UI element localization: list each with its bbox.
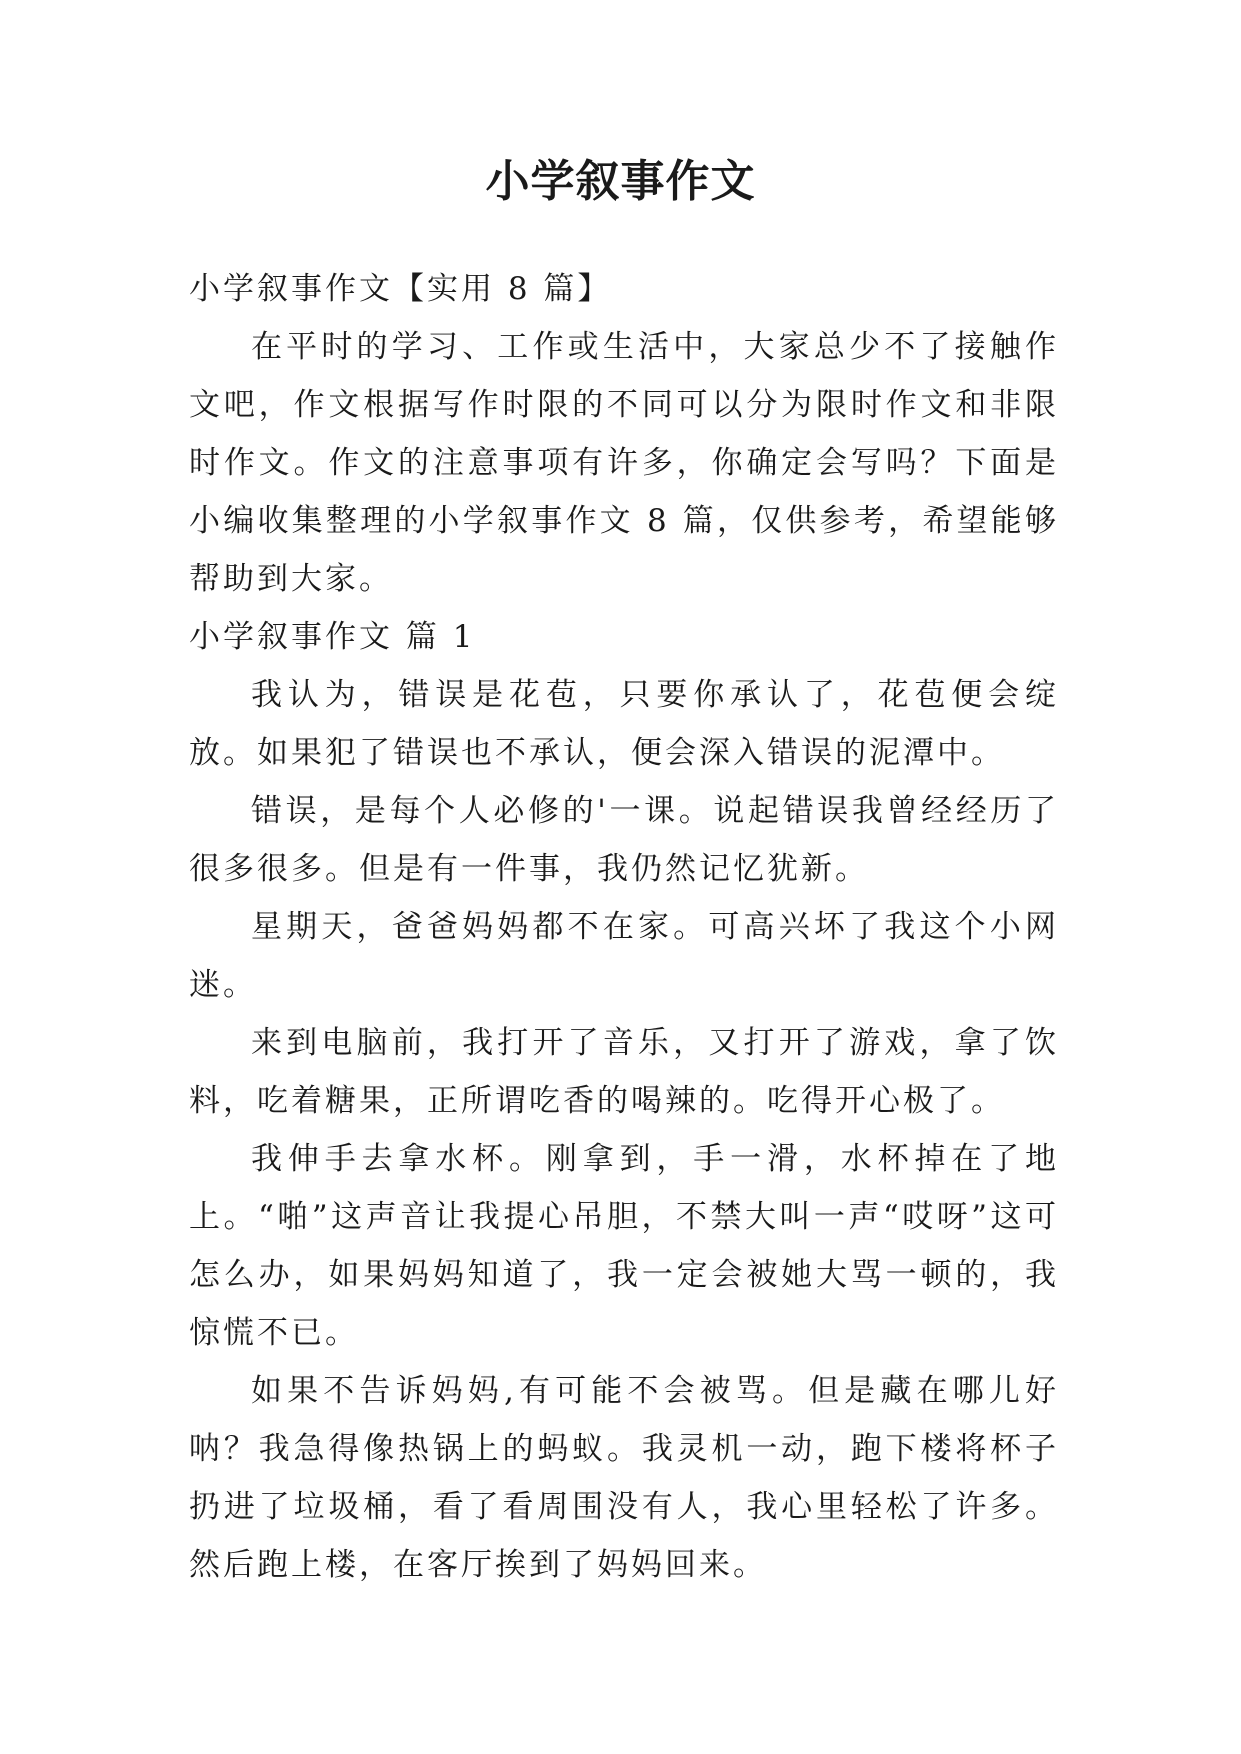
section-heading: 小学叙事作文 篇 1 xyxy=(189,619,476,655)
body-paragraph: 如果不告诉妈妈,有可能不会被骂。但是藏在哪儿好呐？我急得像热锅上的蚂蚁。我灵机一动，跑下楼将杯子扔进了垃圾桶，看了看周围没有人，我心里轻松了许多。然后跑上楼，在客厅挨到了妈妈回来。 xyxy=(189,1373,1059,1583)
document-subtitle: 小学叙事作文【实用 8 篇】 xyxy=(189,271,612,307)
intro-paragraph: 在平时的学习、工作或生活中，大家总少不了接触作文吧，作文根据写作时限的不同可以分为限时作文和非限时作文。作文的注意事项有许多，你确定会写吗？下面是小编收集整理的小学叙事作文 8 篇，仅供参考，希望能够帮助到大家。 xyxy=(189,329,1059,597)
body-paragraph: 我认为，错误是花苞，只要你承认了，花苞便会绽放。如果犯了错误也不承认，便会深入错误的泥潭中。 xyxy=(189,677,1059,771)
document-body xyxy=(189,260,1059,1594)
document-title: 小学叙事作文 xyxy=(485,156,756,207)
body-paragraph: 错误，是每个人必修的'一课。说起错误我曾经经历了很多很多。但是有一件事，我仍然记忆犹新。 xyxy=(189,793,1059,887)
body-paragraph: 我伸手去拿水杯。刚拿到，手一滑，水杯掉在了地上。“啪”这声音让我提心吊胆，不禁大叫一声“哎呀”这可怎么办，如果妈妈知道了，我一定会被她大骂一顿的，我惊慌不已。 xyxy=(189,1141,1059,1351)
body-paragraph: 星期天，爸爸妈妈都不在家。可高兴坏了我这个小网迷。 xyxy=(189,909,1059,1003)
body-paragraph: 来到电脑前，我打开了音乐，又打开了游戏，拿了饮料，吃着糖果，正所谓吃香的喝辣的。吃得开心极了。 xyxy=(189,1025,1059,1119)
